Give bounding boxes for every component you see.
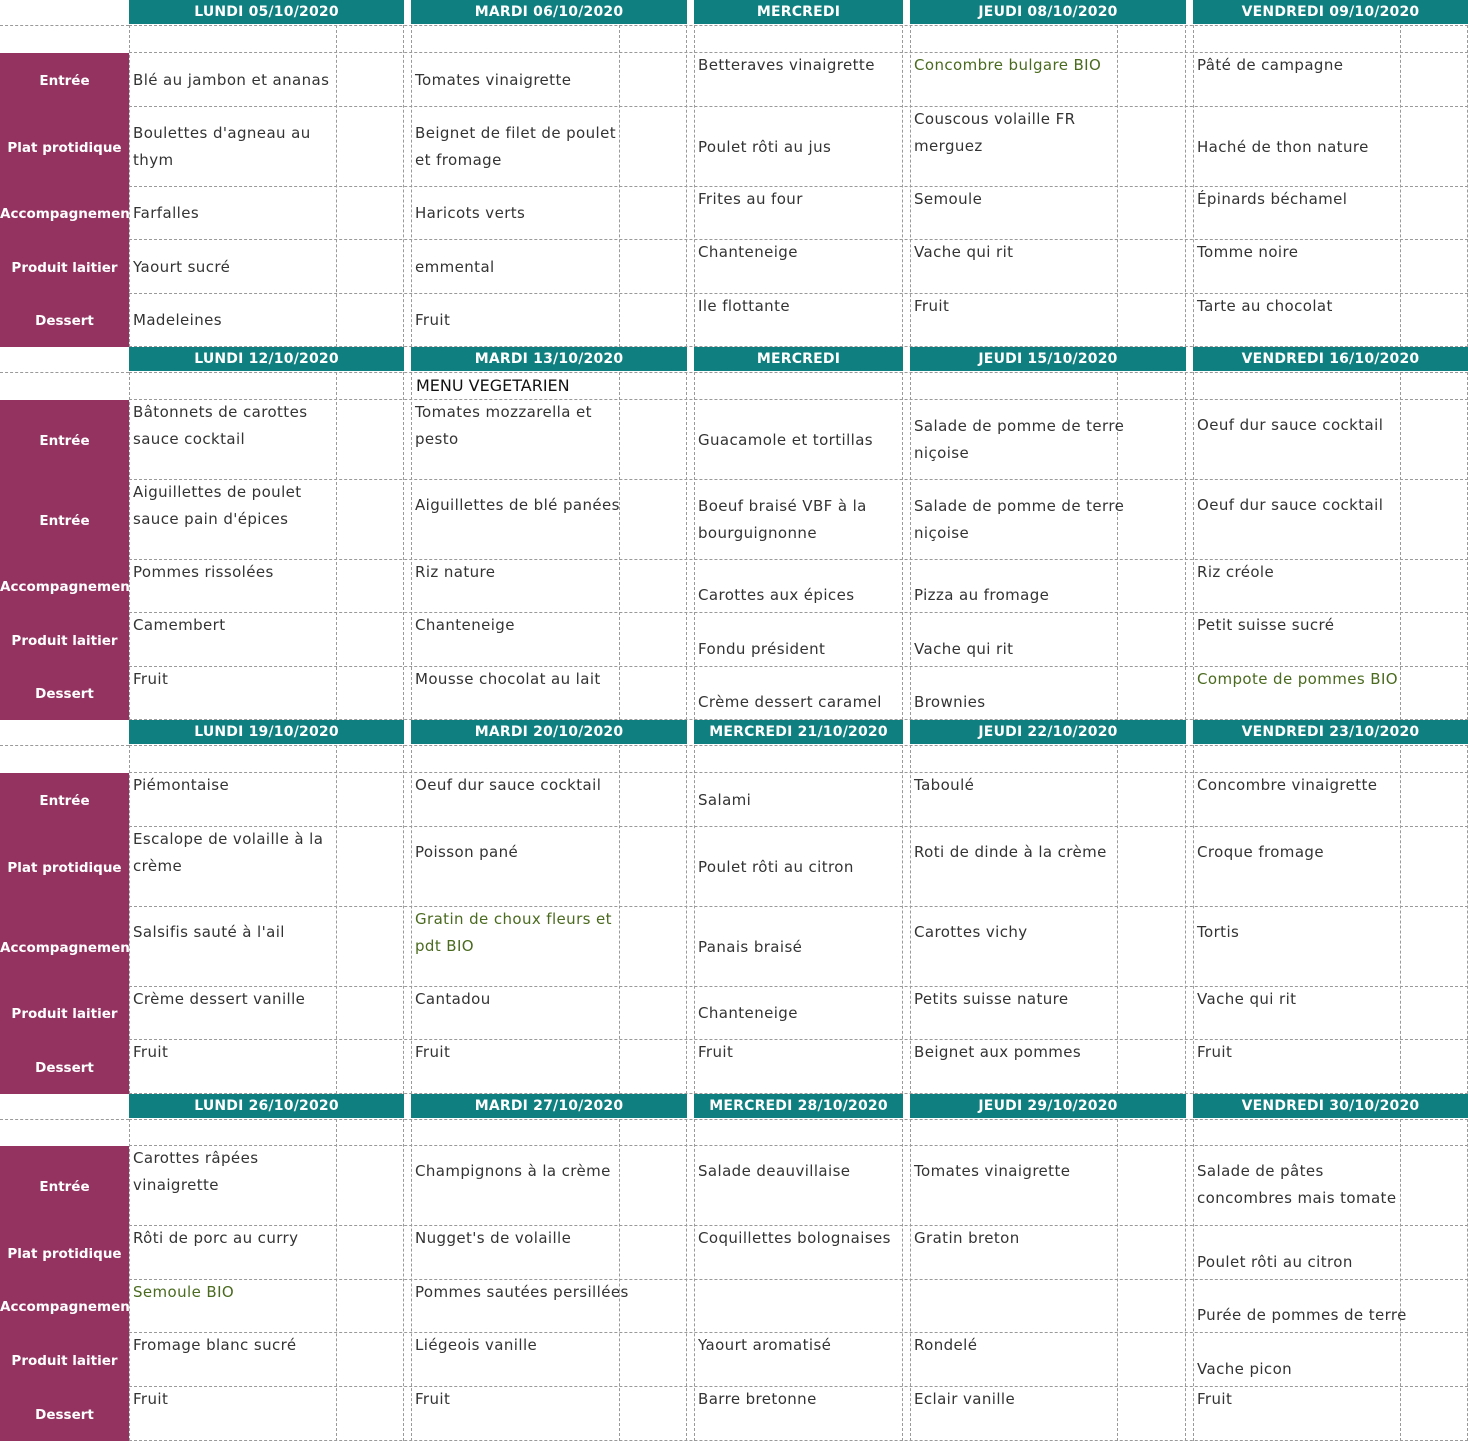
menu-cell [133,666,400,693]
menu-item-text: Camembert [133,616,226,634]
row-divider [0,745,129,746]
menu-item-text: Tomates vinaigrette [415,70,572,89]
menu-cell [415,1039,683,1066]
day-header: LUNDI 05/10/2020 [129,0,404,24]
menu-item-text: Fruit [133,670,169,688]
row-divider [129,25,1468,26]
row-divider [0,25,129,26]
column-divider [129,1119,130,1441]
meal-label: Plat protidique [7,140,122,156]
menu-cell [1197,52,1464,79]
menu-cell [698,400,899,480]
menu-item-text: Yaourt aromatisé [698,1336,832,1354]
menu-item-text: emmental [415,257,495,276]
menu-item-text: pesto [415,430,459,448]
menu-item-text: Riz créole [1197,563,1275,581]
menu-item-text: Oeuf dur sauce cocktail [415,776,602,794]
menu-item-text: Épinards béchamel [1197,190,1348,208]
menu-cell [914,986,1182,1013]
meal-label: Entrée [39,1179,90,1195]
menu-cell [133,826,400,880]
menu-cell [698,107,899,187]
meal-label: Accompagnement [0,940,137,956]
column-divider [1185,25,1186,347]
menu-item-text: Concombre vinaigrette [1197,776,1378,794]
menu-cell [415,399,683,453]
menu-cell [698,1225,899,1252]
menu-cell [133,919,400,946]
menu-cell [415,839,683,866]
menu-cell [698,613,899,667]
day-header: LUNDI 26/10/2020 [129,1094,404,1118]
menu-item-text: Taboulé [914,776,975,794]
meal-label: Accompagnement [0,579,137,595]
menu-item-text: Gratin de choux fleurs et [415,910,612,928]
menu-item-text: Chanteneige [698,243,798,261]
menu-item-text: Barre bretonne [698,1390,817,1408]
menu-cell [914,1039,1182,1066]
menu-item-text: Mousse chocolat au lait [415,670,601,688]
column-divider [1185,1119,1186,1441]
menu-item-text: Salade deauvillaise [698,1162,851,1180]
menu-cell [1197,1039,1464,1066]
menu-item-text: Salade de pomme de terre [914,497,1125,515]
menu-item-text: thym [133,151,174,169]
menu-cell [1197,1280,1464,1333]
menu-item-text: Tortis [1197,923,1240,941]
menu-item-text: Salsifis sauté à l'ail [133,923,285,941]
menu-item-text: Boulettes d'agneau au [133,124,311,142]
column-divider [694,745,695,1094]
menu-item-text: concombres mais tomate [1197,1189,1397,1207]
column-divider [902,745,903,1094]
menu-cell [133,53,400,107]
row-divider [129,372,1468,373]
menu-item-text: Rondelé [914,1336,978,1354]
column-divider [686,1119,687,1441]
menu-item-text: Carottes vichy [914,923,1028,941]
menu-item-text: Tomates vinaigrette [914,1162,1071,1180]
menu-item-text: Poulet rôti au citron [698,857,854,876]
menu-item-text: Beignet aux pommes [914,1043,1082,1061]
menu-cell [914,613,1182,667]
menu-item-text: Gratin breton [914,1229,1020,1247]
day-header: VENDREDI 09/10/2020 [1193,0,1468,24]
menu-cell [415,666,683,693]
menu-cell [415,1158,683,1185]
menu-cell [133,1039,400,1066]
menu-item-text: Guacamole et tortillas [698,430,874,449]
menu-cell [1197,839,1464,866]
day-header: JEUDI 15/10/2020 [910,347,1186,371]
menu-item-text: Semoule BIO [133,1283,235,1301]
column-divider [403,1119,404,1441]
menu-item-text: Couscous volaille FR [914,110,1076,128]
menu-item-text: Nugget's de volaille [415,1229,572,1247]
column-divider [1193,745,1194,1094]
menu-note: MENU VEGETARIEN [416,376,570,395]
menu-cell [1197,239,1464,266]
column-divider [694,1119,695,1441]
menu-item-text: Fruit [914,297,950,315]
day-header: MERCREDI [694,347,903,371]
menu-cell [415,492,683,519]
day-header: JEUDI 08/10/2020 [910,0,1186,24]
menu-item-text: Vache qui rit [1197,990,1297,1008]
menu-item-text: bourguignonne [698,524,817,542]
menu-item-text: Oeuf dur sauce cocktail [1197,496,1384,514]
menu-cell [415,906,683,960]
menu-item-text: Pommes sautées persillées [415,1283,629,1301]
row-divider [0,1119,129,1120]
menu-item-text: Salade de pâtes [1197,1162,1324,1180]
menu-cell [698,239,899,266]
menu-cell [1197,1386,1464,1413]
column-divider [686,372,687,720]
meal-label: Entrée [39,513,90,529]
menu-item-text: Petit suisse sucré [1197,616,1335,634]
menu-item-text: Boeuf braisé VBF à la [698,497,867,515]
menu-item-text: Concombre bulgare BIO [914,56,1102,74]
menu-cell [698,560,899,613]
menu-item-text: Poulet rôti au jus [698,137,832,156]
row-divider [0,372,129,373]
menu-item-text: Haché de thon nature [1197,137,1369,156]
menu-item-text: Panais braisé [698,937,803,956]
meal-label: Plat protidique [7,860,122,876]
menu-item-text: Fondu président [698,640,826,658]
column-divider [902,25,903,347]
menu-cell [1197,492,1464,519]
menu-item-text: Crème dessert caramel [698,693,882,711]
column-divider [910,745,911,1094]
menu-item-text: Liégeois vanille [415,1336,538,1354]
column-divider [694,372,695,720]
meal-label: Dessert [35,313,94,329]
menu-item-text: Purée de pommes de terre [1197,1306,1407,1324]
column-divider [403,372,404,720]
meal-label: Accompagnement [0,1299,137,1315]
menu-item-text: Farfalles [133,204,200,222]
menu-cell [133,187,400,240]
menu-cell [698,1332,899,1359]
menu-cell [914,667,1182,720]
column-divider [129,25,130,347]
menu-item-text: Crème dessert vanille [133,990,306,1008]
menu-item-text: Pommes rissolées [133,563,274,581]
menu-cell [415,107,683,187]
menu-cell [698,186,899,213]
meal-label: Produit laitier [11,1353,118,1369]
menu-cell [914,186,1182,213]
menu-cell [415,559,683,586]
menu-cell [1197,1333,1464,1387]
menu-item-text: sauce cocktail [133,430,246,448]
day-header: MERCREDI [694,0,903,24]
menu-item-text: Vache picon [1197,1360,1293,1378]
day-header: MARDI 27/10/2020 [411,1094,687,1118]
menu-item-text: Carottes aux épices [698,586,855,604]
column-divider [129,745,130,1094]
menu-cell [1197,1226,1464,1280]
menu-item-text: Semoule [914,190,983,208]
menu-item-text: Chanteneige [698,1004,798,1022]
menu-cell [133,1386,400,1413]
day-header: LUNDI 19/10/2020 [129,720,404,744]
column-divider [411,745,412,1094]
menu-cell [1197,293,1464,320]
day-header: MERCREDI 28/10/2020 [694,1094,903,1118]
menu-cell [698,480,899,560]
column-divider [1185,745,1186,1094]
column-divider [902,372,903,720]
menu-cell [914,480,1182,560]
menu-cell [415,1279,683,1306]
row-divider [129,745,1468,746]
menu-cell [415,53,683,107]
menu-item-text: crème [133,857,183,875]
meal-label: Accompagnement [0,206,137,222]
menu-item-text: Coquillettes bolognaises [698,1229,891,1247]
menu-item-text: Fruit [415,311,451,329]
column-divider [1193,25,1194,347]
day-header: VENDREDI 30/10/2020 [1193,1094,1468,1118]
menu-cell [698,293,899,320]
menu-cell [914,1225,1182,1252]
day-header: LUNDI 12/10/2020 [129,347,404,371]
menu-item-text: Frites au four [698,190,803,208]
menu-cell [914,293,1182,320]
menu-item-text: Carottes râpées [133,1149,259,1167]
menu-cell [1197,986,1464,1013]
menu-item-text: Fruit [1197,1390,1233,1408]
menu-item-text: Aiguillettes de poulet [133,483,302,501]
menu-cell [1197,1158,1464,1212]
meal-label: Entrée [39,793,90,809]
menu-cell [133,479,400,533]
menu-item-text: niçoise [914,524,970,542]
menu-cell [415,612,683,639]
menu-cell [914,239,1182,266]
column-divider [910,372,911,720]
menu-item-text: Pâté de campagne [1197,56,1344,74]
column-divider [686,745,687,1094]
menu-cell [133,559,400,586]
menu-cell [133,612,400,639]
day-header: MERCREDI 21/10/2020 [694,720,903,744]
menu-item-text: Tomates mozzarella et [415,403,592,421]
column-divider [411,1119,412,1441]
menu-item-text: Cantadou [415,990,491,1008]
menu-cell [1197,412,1464,439]
menu-item-text: Madeleines [133,311,222,329]
meal-label: Entrée [39,73,90,89]
menu-cell [914,1386,1182,1413]
meal-label: Dessert [35,1060,94,1076]
menu-item-text: Salami [698,790,752,809]
menu-item-text: Vache qui rit [914,243,1014,261]
menu-cell [914,839,1182,866]
menu-cell [133,1279,400,1306]
meal-label: Entrée [39,433,90,449]
column-divider [403,745,404,1094]
menu-item-text: Fromage blanc sucré [133,1336,297,1354]
menu-item-text: Fruit [415,1390,451,1408]
menu-item-text: Compote de pommes BIO [1197,670,1399,688]
column-divider [1193,1119,1194,1441]
menu-item-text: Fruit [415,1043,451,1061]
menu-cell [415,772,683,799]
menu-cell [1197,186,1464,213]
menu-cell [415,187,683,240]
menu-item-text: Tarte au chocolat [1197,297,1333,315]
menu-item-text: Rôti de porc au curry [133,1229,299,1247]
menu-item-text: Escalope de volaille à la [133,830,324,848]
menu-cell [698,773,899,827]
column-divider [1185,372,1186,720]
menu-cell [1197,559,1464,586]
menu-item-text: Vache qui rit [914,640,1014,658]
menu-cell [415,1386,683,1413]
meal-label: Produit laitier [11,633,118,649]
menu-item-text: pdt BIO [415,937,475,955]
day-header: JEUDI 22/10/2020 [910,720,1186,744]
column-divider [1193,372,1194,720]
menu-cell [133,772,400,799]
column-divider [403,25,404,347]
menu-cell [698,667,899,720]
menu-item-text: Petits suisse nature [914,990,1069,1008]
menu-item-text: Poulet rôti au citron [1197,1253,1353,1271]
menu-cell [698,52,899,79]
menu-cell [698,1158,899,1185]
menu-item-text: Piémontaise [133,776,230,794]
meal-label: Dessert [35,1407,94,1423]
meal-label: Dessert [35,686,94,702]
menu-cell [133,986,400,1013]
meal-label: Produit laitier [11,260,118,276]
menu-item-text: Riz nature [415,563,496,581]
column-divider [411,372,412,720]
column-divider [694,25,695,347]
menu-cell [914,52,1182,79]
menu-item-text: Oeuf dur sauce cocktail [1197,416,1384,434]
menu-item-text: Beignet de filet de poulet [415,124,617,142]
menu-item-text: merguez [914,137,983,155]
menu-item-text: Fruit [133,1043,169,1061]
menu-cell [698,1386,899,1413]
menu-item-text: Roti de dinde à la crème [914,843,1107,861]
menu-item-text: Croque fromage [1197,843,1324,861]
column-divider [910,25,911,347]
menu-cell [1197,919,1464,946]
menu-cell [415,1225,683,1252]
menu-cell [914,919,1182,946]
menu-item-text: Blé au jambon et ananas [133,70,330,89]
day-header: MARDI 13/10/2020 [411,347,687,371]
column-divider [902,1119,903,1441]
column-divider [129,372,130,720]
menu-item-text: Champignons à la crème [415,1162,611,1180]
menu-item-text: Betteraves vinaigrette [698,56,875,74]
menu-item-text: Fruit [1197,1043,1233,1061]
menu-item-text: sauce pain d'épices [133,510,289,528]
day-header: JEUDI 29/10/2020 [910,1094,1186,1118]
menu-cell [698,827,899,907]
menu-cell [914,400,1182,480]
menu-cell [133,1225,400,1252]
menu-item-text: Yaourt sucré [133,257,231,276]
day-header: VENDREDI 23/10/2020 [1193,720,1468,744]
menu-item-text: Haricots verts [415,204,526,222]
menu-cell [415,986,683,1013]
menu-cell [914,1158,1182,1185]
menu-item-text: Pizza au fromage [914,586,1050,604]
menu-item-text: Poisson pané [415,843,519,861]
menu-item-text: Eclair vanille [914,1390,1016,1408]
menu-cell [698,907,899,987]
column-divider [686,25,687,347]
menu-cell [914,106,1182,160]
menu-cell [914,1332,1182,1359]
day-header: VENDREDI 16/10/2020 [1193,347,1468,371]
day-header: MARDI 20/10/2020 [411,720,687,744]
row-divider [129,1119,1468,1120]
day-header: MARDI 06/10/2020 [411,0,687,24]
menu-cell [415,1332,683,1359]
menu-cell [133,107,400,187]
menu-cell [698,1039,899,1066]
menu-item-text: Tomme noire [1197,243,1299,261]
menu-item-text: Salade de pomme de terre [914,417,1125,435]
menu-cell [914,560,1182,613]
menu-item-text: Bâtonnets de carottes [133,403,308,421]
column-divider [411,25,412,347]
menu-cell [133,1332,400,1359]
menu-cell [415,294,683,347]
menu-cell [1197,107,1464,187]
menu-cell [133,1145,400,1199]
menu-cell [1197,772,1464,799]
menu-item-text: Brownies [914,693,986,711]
menu-cell [133,240,400,294]
menu-cell [698,987,899,1040]
menu-item-text: vinaigrette [133,1176,219,1194]
menu-item-text: Aiguillettes de blé panées [415,496,620,514]
menu-cell [415,240,683,294]
meal-label: Produit laitier [11,1006,118,1022]
menu-item-text: Ile flottante [698,297,790,315]
menu-cell [914,772,1182,799]
menu-item-text: Chanteneige [415,616,515,634]
menu-item-text: niçoise [914,444,970,462]
menu-item-text: et fromage [415,151,502,169]
menu-cell [133,294,400,347]
menu-item-text: Fruit [133,1390,169,1408]
menu-cell [133,399,400,453]
meal-label: Plat protidique [7,1246,122,1262]
column-divider [910,1119,911,1441]
menu-cell [1197,612,1464,639]
menu-cell [1197,666,1464,693]
menu-item-text: Fruit [698,1043,734,1061]
